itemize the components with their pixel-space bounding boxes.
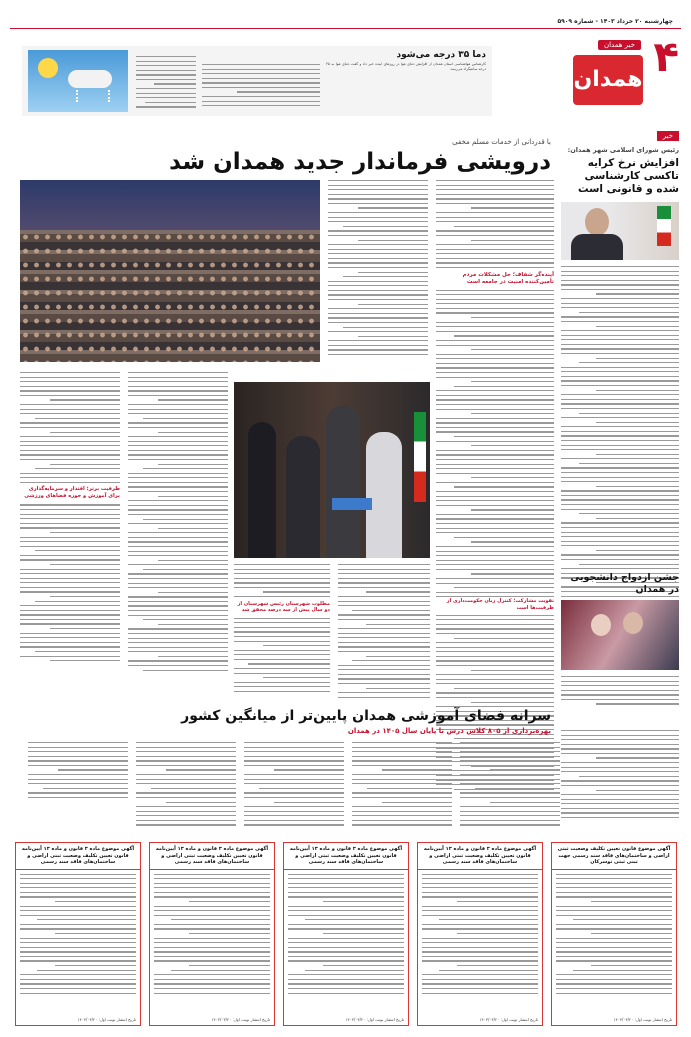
ad-title: آگهی موضوع ماده ۳ قانون و ماده ۱۳ آیین‌نامه قانون تعیین تکلیف وضعیت ثبتی اراضی و ساختمان‌های فاقد سند رسمی xyxy=(150,843,274,870)
bottom-col-3 xyxy=(244,742,344,829)
campus-story xyxy=(561,572,679,722)
ad-title: آگهی موضوع ماده ۳ قانون و ماده ۱۳ آیین‌نامه قانون تعیین تکلیف وضعیت ثبتی اراضی و ساختمان‌های فاقد سند رسمی xyxy=(16,843,140,870)
side-story-body xyxy=(561,266,679,601)
flag-icon xyxy=(657,206,671,246)
main-body-9 xyxy=(234,618,330,692)
main-subhead-1: آینده‌گر شفاف؛ حل مشکلات مردم تأمین‌کننده امنیت در جامعه است xyxy=(462,271,554,285)
main-body-2 xyxy=(436,180,554,268)
ad-body xyxy=(552,870,676,1002)
main-body-1 xyxy=(328,180,428,355)
bottom-col-1 xyxy=(460,742,560,829)
rain-icon xyxy=(76,90,110,102)
bottom-story-body xyxy=(20,742,560,832)
couple-figure-2 xyxy=(623,612,643,634)
weather-box xyxy=(22,46,492,116)
ads-row xyxy=(14,842,677,1026)
couple-figure-1 xyxy=(591,614,611,636)
weather-text-lines xyxy=(202,64,320,110)
person-1 xyxy=(248,422,276,558)
person-3 xyxy=(326,406,360,558)
ad-body xyxy=(150,870,274,1002)
ad-body xyxy=(16,870,140,1002)
weather-headline: دما ۳۵ درجه می‌شود xyxy=(396,50,486,60)
section-label: خبر همدان xyxy=(598,40,641,50)
person-2 xyxy=(286,436,320,558)
ad-box-4 xyxy=(149,842,275,1026)
right-bottom-body xyxy=(561,730,679,822)
ad-body xyxy=(418,870,542,1002)
main-body-5 xyxy=(20,372,120,483)
weather-text-lines-2 xyxy=(136,56,196,111)
portrait-head xyxy=(585,208,609,236)
main-story-col-5 xyxy=(234,564,430,702)
ad-body xyxy=(284,870,408,1002)
main-story-col-3 xyxy=(128,372,228,702)
cloud-icon xyxy=(68,70,112,88)
person-4 xyxy=(366,432,402,558)
audience-photo xyxy=(20,180,320,362)
main-body-4 xyxy=(128,372,228,671)
side-story-headline: افزایش نرخ کرایه تاکسی کارشناسی شده و قانونی است xyxy=(577,157,679,195)
ceremony-photo xyxy=(234,382,430,558)
campus-body xyxy=(561,676,679,705)
main-body-6 xyxy=(20,504,120,661)
ad-title: آگهی موضوع ماده ۳ قانون و ماده ۱۳ آیین‌نامه قانون تعیین تکلیف وضعیت ثبتی اراضی و ساختمان‌های فاقد سند رسمی xyxy=(284,843,408,870)
ad-footer: تاریخ انتشار نوبت اول: ۱۴۰۳/۰۳/۲۰ xyxy=(211,1017,270,1022)
masthead-rule xyxy=(10,28,681,29)
audience-heads xyxy=(20,230,320,362)
main-body-7 xyxy=(338,564,430,701)
ad-box-2 xyxy=(417,842,543,1026)
ad-box-3 xyxy=(283,842,409,1026)
date-line: چهارشنبه ۲۰ خرداد ۱۴۰۳ - شماره ۵۹۰۹ xyxy=(557,18,673,25)
main-kicker: با قدردانی از خدمات مسلم مخفی xyxy=(452,138,551,146)
bottom-col-2 xyxy=(352,742,452,829)
ad-box-5 xyxy=(15,842,141,1026)
main-subhead-3: ظرفیت برتر؛ اقتدار و سرمایه‌گذاری برای آموزش و حوزه فضاهای ورزشی xyxy=(24,486,120,500)
stage-backdrop xyxy=(20,180,320,230)
weather-image xyxy=(28,50,128,112)
flag-icon xyxy=(414,412,426,502)
plaque xyxy=(332,498,372,510)
side-story-kicker: رئیس شورای اسلامی شهر همدان: xyxy=(567,146,679,154)
logo-text: همدان xyxy=(573,67,643,92)
campus-headline: جشن ازدواج دانشجویی در همدان xyxy=(570,572,679,595)
ad-title: آگهی موضوع قانون تعیین تکلیف وضعیت ثبتی اراضی و ساختمان‌های فاقد سند رسمی جهت تبنی ثبتی توسرکان xyxy=(552,843,676,870)
page-number: ۴ xyxy=(653,32,679,81)
main-subhead-4: مطلوب شهرستان رئیس شهرستان از دو سال پیش از سه درصد محقق شد xyxy=(237,600,330,614)
ad-footer: تاریخ انتشار نوبت اول: ۱۴۰۳/۰۳/۲۰ xyxy=(613,1017,672,1022)
main-story-col-4 xyxy=(20,372,120,702)
bottom-story-headline: سرانه فضای آموزشی همدان پایین‌تر از میانگین کشور xyxy=(181,708,551,724)
ad-footer: تاریخ انتشار نوبت اول: ۱۴۰۳/۰۳/۲۰ xyxy=(479,1017,538,1022)
bottom-story-subhead: بهره‌برداری از ۸۰۵ کلاس درس تا پایان سال ۱۴۰۵ در همدان xyxy=(347,727,551,735)
side-story xyxy=(561,146,679,636)
main-subhead-2: تقویت مشارکت؛ کنترل زبان حکومت‌داری از ظرفیت‌ها است xyxy=(436,598,554,611)
bottom-col-5 xyxy=(28,742,128,802)
newspaper-logo xyxy=(573,55,643,105)
main-headline: درویشی فرماندار جدید همدان شد xyxy=(169,149,551,175)
ad-footer: تاریخ انتشار نوبت اول: ۱۴۰۳/۰۳/۲۰ xyxy=(345,1017,404,1022)
ad-title: آگهی موضوع ماده ۳ قانون و ماده ۱۳ آیین‌نامه قانون تعیین تکلیف وضعیت ثبتی اراضی و ساختمان‌های فاقد سند رسمی xyxy=(418,843,542,870)
portrait-suit xyxy=(571,234,623,260)
main-body-8 xyxy=(234,564,330,597)
bottom-col-4 xyxy=(136,742,236,829)
campus-photo xyxy=(561,600,679,670)
ad-box-1 xyxy=(551,842,677,1026)
main-story-col-2 xyxy=(436,180,554,700)
ad-footer: تاریخ انتشار نوبت اول: ۱۴۰۳/۰۳/۲۰ xyxy=(77,1017,136,1022)
weather-body: کارشناس هواشناسی استان همدان از افزایش دمای هوا در روزهای آینده خبر داد و گفت دمای هوا به ۳۵ درجه سانتیگراد می‌رسد. xyxy=(326,62,486,72)
section-tag: خبر xyxy=(657,131,679,141)
sun-icon xyxy=(38,58,58,78)
side-story-photo xyxy=(561,202,679,260)
